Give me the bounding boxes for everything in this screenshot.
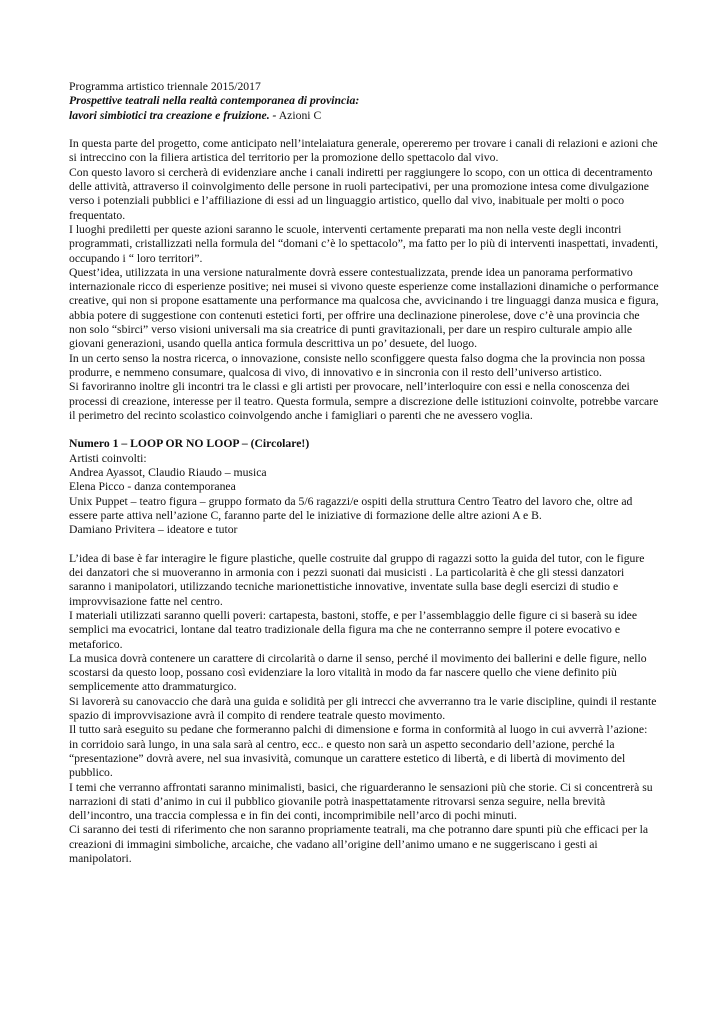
- body-paragraph: I temi che verranno affrontati saranno minimalisti, basici, che riguarderanno le sensazioni più che storie. Ci si concentrerà su narrazioni di stati d’animo in cui il pubblico giovanile potrà inaspettatamente ritrovarsi senza seguire, nella brevità dell’incontro, una traccia complessa e in fin dei conti, incomprimibile nell’arco di pochi minuti.: [69, 780, 653, 823]
- intro-paragraph: Si favoriranno inoltre gli incontri tra le classi e gli artisti per provocare, nell’interloquire con essi e nella conoscenza dei processi di creazione, interesse per il teatro. Questa formula, sempre a discrezione delle istituzioni coinvolte, potrebbe varcare il perimetro del recinto scolastico coinvolgendo anche i famigliari o parenti che ne avessero voglia.: [69, 380, 659, 422]
- program-subtitle-line2: [69, 109, 659, 123]
- subtitle-bold-part: lavori simbiotici tra creazione e fruizione. -: [69, 108, 277, 122]
- intro-paragraph: In questa parte del progetto, come anticipato nell’intelaiatura generale, opereremo per trovare i canali di relazioni e azioni che si intreccino con la filiera artistica del territorio per la promozione dello spettacolo dal vivo.: [69, 137, 658, 165]
- body-paragraph: Ci saranno dei testi di riferimento che non saranno propriamente teatrali, ma che potranno dare spunti più che efficaci per la creazioni di immagini simboliche, arcaiche, che vadano all’origine dell’animo umano e ne suggeriscano i gesti ai manipolatori.: [69, 823, 649, 866]
- body-paragraph: L’idea di base è far interagire le figure plastiche, quelle costruite dal gruppo di ragazzi sotto la guida del tutor, con le figure dei danzatori che si muoveranno in armonia con i pezzi suonati dai musicisti . La particolarità è che gli stessi danzatori saranno i manipolatori, utilizzando tecniche marionettistiche innovative, inventate sulla base degli esercizi di studio e improvvisazione fatte nel centro.: [69, 551, 645, 608]
- intro-paragraph: I luoghi prediletti per queste azioni saranno le scuole, interventi certamente preparati ma non nella veste degli incontri programmati, cristallizzati nella formula del “domani c’è lo spettacolo”, ma fatto per lo più di interventi inaspettati, invadenti, occupando i “ loro territori”.: [69, 222, 659, 265]
- program-title: Programma artistico triennale 2015/2017: [69, 80, 261, 93]
- section-title: Numero 1 – LOOP OR NO LOOP – (Circolare!): [69, 437, 310, 451]
- intro-paragraph: In un certo senso la nostra ricerca, o innovazione, consiste nello sconfiggere questa falso dogma che la provincia non possa produrre, e nemmeno consumare, qualcosa di vivo, di innovativo e in sincronia con il resto dell’universo artistico.: [69, 351, 646, 379]
- artist-entry: Unix Puppet – teatro figura – gruppo formato da 5/6 ragazzi/e ospiti della struttura Centro Teatro del lavoro che, oltre ad essere parte attiva nell’azione C, faranno parte del le iniziative di formazione delle altre azioni A e B.: [69, 494, 633, 522]
- body-paragraph: I materiali utilizzati saranno quelli poveri: cartapesta, bastoni, stoffe, e per l’assemblaggio delle figure ci si baserà su idee semplici ma evocatrici, lontane dal teatro tradizionale della figura ma che ne conterranno sempre il potere evocativo e metaforico.: [69, 608, 638, 651]
- body-paragraph: Il tutto sarà eseguito su pedane che formeranno palchi di dimensione e forma in conformità al luogo in cui avverrà l’azione: in corridoio sarà lungo, in una sala sarà al centro, ecc.. e questo non sarà un aspetto secondario dell’azione, perché la “presentazione” dovrà avere, nel sua invasività, comunque un carattere estetico di libertà, e di libertà di movimento del pubblico.: [69, 723, 648, 780]
- artist-entry: Andrea Ayassot, Claudio Riaudo – musica: [69, 466, 267, 480]
- body-paragraph: La musica dovrà contenere un carattere di circolarità o darne il senso, perché il movimento dei ballerini e delle figure, nello scostarsi da questo loop, possano così evidenziare la loro vitalità in modo da far nascere quello che viene definito più semplicemente atto drammaturgico.: [69, 651, 647, 694]
- artist-entry: Elena Picco - danza contemporanea: [69, 480, 236, 494]
- artists-label: Artisti coinvolti:: [69, 451, 147, 465]
- intro-paragraph: Con questo lavoro si cercherà di evidenziare anche i canali indiretti per raggiungere lo scopo, con un ottica di decentramento delle attività, attraverso il coinvolgimento delle persone in ruoli partecipativi, per una promozione intesa come divulgazione verso i potenziali pubblici e l’affiliazione di essi ad un linguaggio artistico, quello dal vivo, inabituale per molti o poco frequentato.: [69, 165, 653, 222]
- artist-entry: Damiano Privitera – ideatore e tutor: [69, 523, 238, 537]
- spacer: [69, 123, 659, 137]
- spacer: [69, 538, 659, 552]
- spacer: [69, 423, 659, 437]
- document-page: [69, 80, 659, 866]
- intro-paragraph: Quest’idea, utilizzata in una versione naturalmente dovrà essere contestualizzata, prende idea un panorama performativo internazionale ricco di esperienze positive; nei musei si vivono queste esperienze come installazioni dinamiche o performance creative, qui non si propone esattamente una performance ma qualcosa che, avvicinando i tre linguaggi danza musica e figura, abbia potere di suggestione con contenuti estetici forti, per offrire una declinazione pinerolese, dove c’è una provincia che non solo “sbirci” verso visioni universali ma sia creatrice di punti gravitazionali, per dare un respiro culturale ampio alle giovani generazioni, usando quella antica formula descrittiva un po’ desuete, del luogo.: [69, 265, 659, 351]
- subtitle-actions-label: Azioni C: [276, 108, 322, 122]
- body-paragraph: Si lavorerà su canovaccio che darà una guida e solidità per gli intrecci che avverranno tra le varie discipline, quindi il restante spazio di improvvisazione avrà il compito di rendere teatrale questo movimento.: [69, 694, 657, 723]
- program-subtitle: Prospettive teatrali nella realtà contemporanea di provincia:: [69, 94, 360, 108]
